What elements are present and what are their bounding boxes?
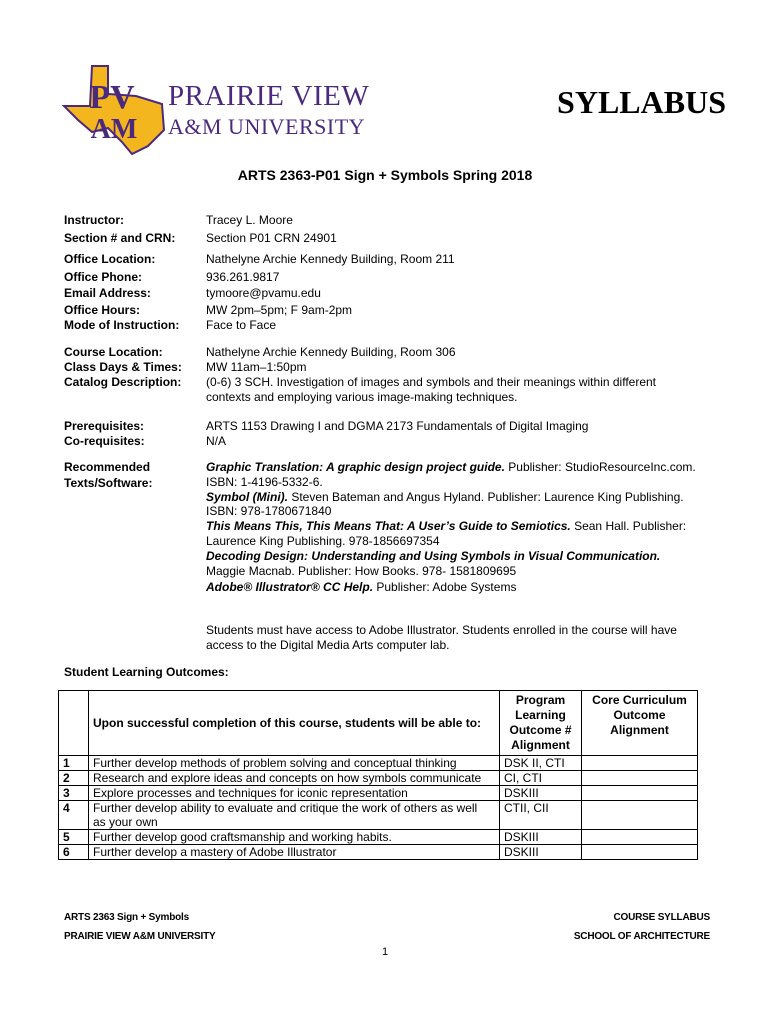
university-name-line2: A&M UNIVERSITY xyxy=(168,114,366,139)
course-location-label: Course Location: xyxy=(64,345,163,359)
footer-course-name: ARTS 2363 Sign + Symbols xyxy=(64,912,189,923)
email-value[interactable]: tymoore@pvamu.edu xyxy=(206,286,321,300)
book3-title: This Means This, This Means That: A User’s Guide to Semiotics. xyxy=(206,519,571,533)
row-core xyxy=(582,845,698,860)
book3-line2: Laurence King Publishing. 978-1856697354 xyxy=(206,534,440,548)
footer-university: PRAIRIE VIEW A&M UNIVERSITY xyxy=(64,931,216,942)
header-plo-line: Program xyxy=(515,693,566,707)
book5-line xyxy=(206,580,516,594)
book1-line xyxy=(206,460,696,474)
prerequisites-value: ARTS 1153 Drawing I and DGMA 2173 Fundamentals of Digital Imaging xyxy=(206,419,589,433)
office-phone-value: 936.261.9817 xyxy=(206,270,280,284)
instructor-label: Instructor: xyxy=(64,213,124,227)
header-core-cell xyxy=(582,691,698,756)
prerequisites-label: Prerequisites: xyxy=(64,419,145,433)
book3-author: Sean Hall. Publisher: xyxy=(570,519,687,533)
row-outcome: Explore processes and techniques for iconic representation xyxy=(89,786,500,801)
row-plo: DSKIII xyxy=(500,786,582,801)
row-num: 6 xyxy=(59,845,89,860)
row-num: 2 xyxy=(59,771,89,786)
row-plo: DSKIII xyxy=(500,830,582,845)
row-plo: DSK II, CTI xyxy=(500,756,582,771)
row-core xyxy=(582,830,698,845)
header-plo-line: Outcome # xyxy=(509,723,572,737)
header-core-line: Outcome xyxy=(613,708,666,722)
class-days-value: MW 11am–1:50pm xyxy=(206,360,307,374)
catalog-label: Catalog Description: xyxy=(64,375,182,389)
row-outcome: Further develop a mastery of Adobe Illustrator xyxy=(89,845,500,860)
mode-label: Mode of Instruction: xyxy=(64,318,180,332)
office-hours-label: Office Hours: xyxy=(64,303,141,317)
header-outcome-cell xyxy=(89,691,500,756)
book5-title: Adobe® Illustrator® CC Help. xyxy=(206,580,374,594)
recommended-label-line1: Recommended xyxy=(64,460,151,474)
section-label: Section # and CRN: xyxy=(64,231,176,245)
university-logo xyxy=(62,64,372,156)
row-plo: CI, CTI xyxy=(500,771,582,786)
book4-title xyxy=(206,549,660,563)
section-value: Section P01 CRN 24901 xyxy=(206,231,337,245)
row-outcome xyxy=(89,801,500,830)
table-row xyxy=(59,830,698,845)
course-title: ARTS 2363-P01 Sign + Symbols Spring 2018 xyxy=(237,167,533,183)
book1-title: Graphic Translation: A graphic design project guide. xyxy=(206,460,505,474)
office-phone-label: Office Phone: xyxy=(64,270,143,284)
software-note-line2: access to the Digital Media Arts computer lab. xyxy=(206,638,450,652)
logo-am-letters: AM xyxy=(90,114,138,145)
document-type-title: SYLLABUS xyxy=(557,84,726,120)
book2-publisher: Steven Bateman and Angus Hyland. Publisher: Laurence King Publishing. xyxy=(288,490,684,504)
row-num: 4 xyxy=(59,801,89,830)
book2-line xyxy=(206,490,684,504)
header-num-cell xyxy=(59,691,89,756)
page-number: 1 xyxy=(381,946,389,958)
logo-pv-letters: PV xyxy=(89,79,135,116)
office-location-value: Nathelyne Archie Kennedy Building, Room 211 xyxy=(206,252,455,266)
row-core xyxy=(582,756,698,771)
row-outcome-line: Further develop ability to evaluate and critique the work of others as well xyxy=(93,801,478,815)
row-num: 3 xyxy=(59,786,89,801)
header-core-line: Alignment xyxy=(610,723,669,737)
row-core xyxy=(582,801,698,830)
office-hours-value: MW 2pm–5pm; F 9am-2pm xyxy=(206,303,353,317)
university-name-line1: PRAIRIE VIEW xyxy=(168,80,370,112)
mode-value: Face to Face xyxy=(206,318,277,332)
book5-publisher: Publisher: Adobe Systems xyxy=(373,580,517,594)
header-plo-cell xyxy=(500,691,582,756)
learning-outcomes-table xyxy=(58,690,698,860)
row-outcome: Further develop good craftsmanship and working habits. xyxy=(89,830,500,845)
class-days-label: Class Days & Times: xyxy=(64,360,182,374)
instructor-value: Tracey L. Moore xyxy=(206,213,293,227)
row-num: 1 xyxy=(59,756,89,771)
row-outcome: Further develop methods of problem solving and conceptual thinking xyxy=(89,756,500,771)
corequisites-label: Co-requisites: xyxy=(64,434,145,448)
book1-publisher: Publisher: StudioResourceInc.com. xyxy=(504,460,696,474)
row-plo: CTII, CII xyxy=(500,801,582,830)
row-outcome: Research and explore ideas and concepts on how symbols communicate xyxy=(89,771,500,786)
office-location-label: Office Location: xyxy=(64,252,156,266)
recommended-label-line2: Texts/Software: xyxy=(64,476,153,490)
catalog-line1: (0-6) 3 SCH. Investigation of images and symbols and their meanings within different xyxy=(206,375,657,389)
table-row xyxy=(59,786,698,801)
book4-title-text: Decoding Design: Understanding and Using Symbols in Visual Communication. xyxy=(206,549,661,563)
email-label: Email Address: xyxy=(64,286,151,300)
row-num: 5 xyxy=(59,830,89,845)
footer-school: SCHOOL OF ARCHITECTURE xyxy=(573,931,710,942)
table-header-row xyxy=(59,691,698,756)
table-row xyxy=(59,801,698,830)
course-location-value: Nathelyne Archie Kennedy Building, Room 306 xyxy=(206,345,456,359)
book4-line2: Maggie Macnab. Publisher: How Books. 978- 1581809695 xyxy=(206,564,517,578)
footer-doc-type: COURSE SYLLABUS xyxy=(613,912,710,923)
row-core xyxy=(582,771,698,786)
header-outcome-text: Upon successful completion of this course, students will be able to: xyxy=(93,716,482,730)
header-plo-line: Alignment xyxy=(511,738,570,752)
book3-line xyxy=(206,519,686,533)
header-plo-line: Learning xyxy=(515,708,566,722)
header-core-line: Core Curriculum xyxy=(592,693,687,707)
table-row xyxy=(59,756,698,771)
table-row xyxy=(59,845,698,860)
table-row xyxy=(59,771,698,786)
corequisites-value: N/A xyxy=(206,434,227,448)
book2-isbn: ISBN: 978-1780671840 xyxy=(206,504,332,518)
book2-title: Symbol (Mini). xyxy=(206,490,288,504)
texas-shield-logo-icon xyxy=(62,64,166,156)
catalog-line2: contexts and employing various image-making techniques. xyxy=(206,390,518,404)
book1-isbn: ISBN: 1-4196-5332-6. xyxy=(206,475,323,489)
software-note-line1: Students must have access to Adobe Illustrator. Students enrolled in the course will have xyxy=(206,623,677,637)
row-outcome-line: as your own xyxy=(93,815,158,829)
learning-outcomes-heading: Student Learning Outcomes: xyxy=(64,665,229,679)
row-plo: DSKIII xyxy=(500,845,582,860)
row-core xyxy=(582,786,698,801)
